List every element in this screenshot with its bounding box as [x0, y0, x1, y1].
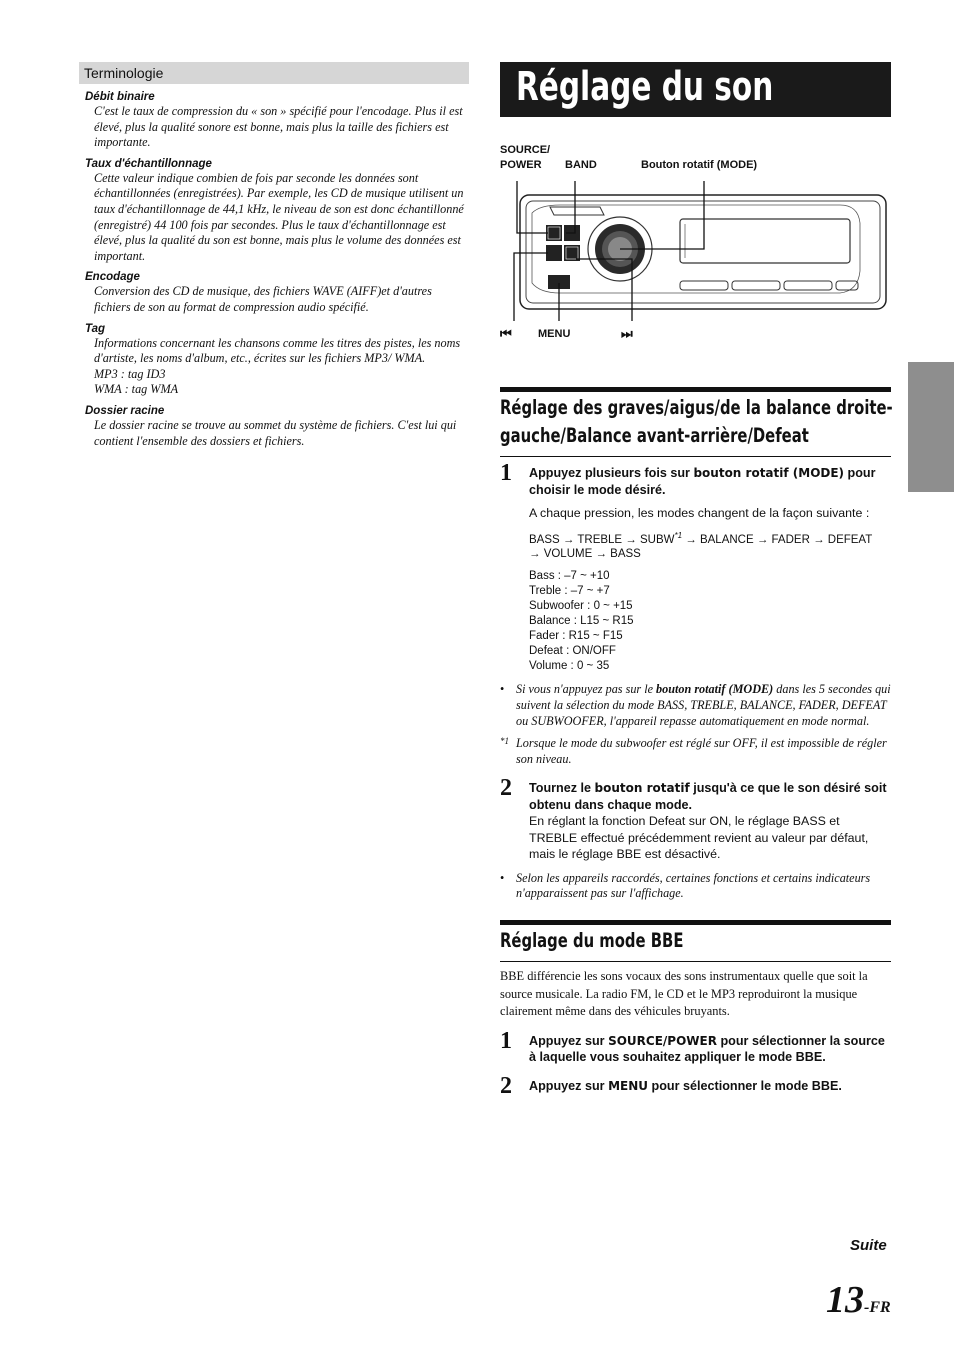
label-prev-track: ⏮: [500, 326, 512, 341]
section-heading: [500, 392, 891, 457]
step-text-part: Tournez le: [529, 781, 595, 796]
step-number: 2: [500, 775, 512, 802]
section-heading-line: gauche/Balance avant-arrière/Defeat: [500, 424, 809, 447]
term-item: [79, 405, 469, 449]
step-2-detail: En réglant la fonction Defeat sur ON, le réglage BASS et TREBLE effectué précédemment revient au valeur par défaut, mais le réglage BBE est désactivé.: [529, 814, 869, 862]
step-text-part: pour sélectionner le mode BBE.: [648, 1078, 842, 1093]
page-number-suffix: -FR: [864, 1299, 891, 1316]
step-number: 2: [500, 1072, 512, 1099]
note-text: Lorsque le mode du subwoofer est réglé sur OFF, il est impossible de régler son niveau.: [516, 736, 887, 766]
term-item: [79, 271, 469, 315]
device-diagram: [500, 144, 891, 383]
step-instruction: [529, 780, 891, 813]
term-title: Encodage: [85, 271, 140, 284]
mode-intro: A chaque pression, les modes changent de la façon suivante :: [529, 506, 870, 520]
main-content: [500, 62, 893, 1099]
step-number: 1: [500, 460, 512, 486]
range-item: Volume : 0 ~ 35: [529, 660, 610, 673]
section-bbe: [500, 920, 891, 1099]
term-title: Taux d'échantillonnage: [85, 157, 212, 170]
step-instruction: [529, 1033, 891, 1066]
range-item: Fader : R15 ~ F15: [529, 630, 623, 643]
sequence-part: → VOLUME → BASS: [529, 548, 641, 561]
step-text-part: Appuyez plusieurs fois sur: [529, 466, 694, 480]
section-heading-line: Réglage du mode BBE: [500, 928, 684, 952]
terminology-panel: [79, 62, 469, 449]
section-heading-line: Réglage des graves/aigus/de la balance droite-: [500, 396, 893, 419]
key-name: bouton rotatif: [656, 682, 726, 697]
sequence-part: BASS → TREBLE → SUBW: [529, 533, 675, 546]
term-title: Tag: [85, 322, 106, 335]
term-line: Informations concernant les chansons comme les titres des pistes, les noms d'artiste, les noms d'album, etc., écrites sur les fichiers MP3/ WMA.: [94, 335, 461, 366]
key-name: bouton rotatif (MODE): [693, 466, 845, 480]
note-subwoofer: [500, 736, 891, 767]
label-next-track: ⏭: [621, 326, 633, 341]
key-name: SOURCE/POWER: [608, 1033, 717, 1048]
page-title-banner: [500, 62, 891, 117]
term-item: [79, 158, 469, 265]
term-description: C'est le taux de compression du « son » spécifié pour l'encodage. Plus il est élevé, plus la qualité sonore est bonne, mais plus la taille des fichiers est importante.: [94, 104, 463, 150]
range-item: Treble : –7 ~ +7: [529, 585, 610, 598]
footnote-marker: *1: [674, 530, 683, 540]
step-text-part: jusqu'à ce que le son désiré soit obtenu dans chaque mode.: [529, 781, 887, 812]
key-name: bouton rotatif: [594, 781, 690, 796]
step-text-part: Appuyez sur: [529, 1033, 609, 1048]
step-instruction: [529, 1078, 891, 1095]
step-2: [500, 775, 891, 813]
page-title: Réglage du son: [516, 64, 774, 110]
footnote-marker: *1: [500, 736, 509, 747]
section-heading: [500, 925, 891, 962]
range-item: Defeat : ON/OFF: [529, 645, 616, 658]
mode-sequence: [500, 528, 891, 563]
term-description: Cette valeur indique combien de fois par seconde les données sont échantillonnées (enregistrées). Par exemple, les CD de musique utilisent un taux d'échantillonnage de 44,1 kHz, le niveau de son est donc échantillonné (enregistré) 44 100 fois par secondes. Plus le taux d'échantillonnage est élevé, plus la qualité du son est bonne, mais plus le volume des données est important.: [94, 170, 464, 263]
label-knob: Bouton rotatif (MODE): [641, 159, 758, 171]
sequence-part: → BALANCE → FADER → DEFEAT: [682, 533, 873, 546]
bullet: •: [500, 870, 505, 885]
label-power: POWER: [500, 159, 542, 171]
label-source: SOURCE/: [500, 144, 551, 156]
label-menu: MENU: [538, 328, 571, 340]
step-1: [500, 1027, 891, 1066]
key-name: (MODE): [725, 682, 774, 697]
term-line: MP3 : tag ID3: [94, 366, 166, 381]
note-text: Selon les appareils raccordés, certaines fonctions et certains indicateurs n'apparaissent pas sur l'affichage.: [516, 870, 871, 901]
range-item: Subwoofer : 0 ~ +15: [529, 600, 633, 613]
step-instruction: [529, 465, 891, 498]
term-item: [79, 91, 469, 151]
step-text-part: Appuyez sur: [529, 1078, 609, 1093]
note-devices: [500, 871, 891, 902]
step-1: [500, 460, 891, 498]
term-description: [79, 336, 469, 398]
note-text: Si vous n'appuyez pas sur le: [516, 682, 657, 697]
note-timeout: [500, 682, 891, 729]
head-unit-drawing: [500, 153, 891, 383]
section-tone-balance: [500, 387, 891, 902]
page-number-value: 13: [826, 1279, 864, 1321]
step-text-part: pour choisir le mode désiré.: [529, 466, 876, 497]
note-text: dans les 5 secondes qui suivent la sélection du mode BASS, TREBLE, BALANCE, FADER, DEFEAT ou SUBWOOFER, l'appareil repasse automatiquement en mode normal.: [516, 682, 891, 728]
term-item: [79, 323, 469, 398]
step-text-part: pour sélectionner la source à laquelle vous souhaitez appliquer le mode BBE.: [529, 1033, 885, 1065]
step-number: 1: [500, 1027, 512, 1054]
term-title: Dossier racine: [85, 404, 165, 417]
key-name: MENU: [608, 1078, 649, 1093]
range-item: Balance : L15 ~ R15: [529, 615, 634, 628]
step-2: [500, 1072, 891, 1099]
page-number: [826, 1280, 891, 1328]
term-description: Conversion des CD de musique, des fichiers WAVE (AIFF)et d'autres fichiers de son au format de compression audio spécifié.: [94, 284, 432, 314]
bbe-intro: BBE différencie les sons vocaux des sons instrumentaux quelle que soit la source musicale. La radio FM, le CD et le MP3 reproduiront la musique clairement même dans des véhicules bruyants.: [500, 968, 868, 1019]
term-title: Débit binaire: [85, 91, 155, 103]
continued-label: Suite: [850, 1237, 887, 1254]
term-line: WMA : tag WMA: [94, 382, 179, 397]
range-item: Bass : –7 ~ +10: [529, 570, 610, 583]
range-list: [500, 569, 891, 674]
term-description: Le dossier racine se trouve au sommet du système de fichiers. C'est lui qui contient l'ensemble des dossiers et fichiers.: [94, 417, 457, 448]
terminology-header: Terminologie: [79, 62, 469, 84]
side-tab-marker: [908, 362, 954, 492]
label-band: BAND: [565, 159, 597, 171]
bullet: •: [500, 682, 505, 697]
